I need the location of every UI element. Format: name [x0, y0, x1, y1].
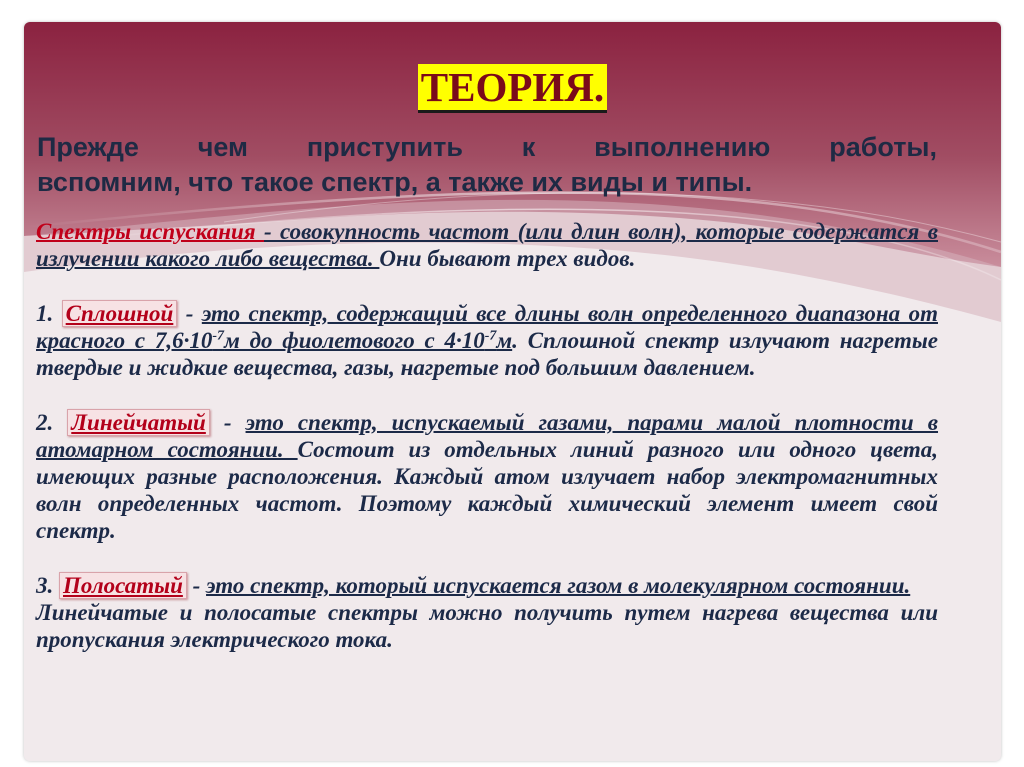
continuous-rest: . Сплошной спектр излучают нагретые твердые и жидкие вещества, газы, нагретые под большим давлением.: [36, 328, 938, 380]
item-number: 3.: [36, 573, 59, 598]
line-spectrum-term: Линейчатый: [67, 409, 210, 436]
intro-word: работы,: [829, 132, 937, 162]
dash: -: [186, 573, 207, 598]
intro-word: чем: [197, 132, 249, 162]
band-definition: это спектр, который испускается газом в молекулярном состоянии.: [206, 573, 911, 598]
item-number: 1.: [36, 301, 62, 326]
dash: -: [209, 410, 246, 435]
intro-text: [37, 130, 937, 200]
intro-line-1: [37, 130, 937, 165]
band-paragraph: [36, 572, 938, 653]
intro-word: к: [521, 132, 536, 162]
line-spectrum-rest: Состоит из отдельных линий разного или одного цвета, имеющих разные расположения. Каждый атом излучает набор электромагнитных волн определенных частот. Поэтому каждый химический элемент имеет свой спектр.: [36, 437, 938, 543]
intro-word: Прежде: [37, 132, 139, 162]
intro-line-2: вспомним, что такое спектр, а также их виды и типы.: [37, 167, 753, 197]
continuous-paragraph: [36, 300, 938, 381]
slide-title: [24, 64, 1001, 110]
exponent: -7: [484, 328, 497, 344]
emission-definition: - совокупность частот (или длин волн), которые содержатся в излучении какого либо вещества.: [36, 219, 938, 271]
def-part: м до фиолетового с 4·10: [224, 328, 485, 353]
line-spectrum-definition: это спектр, испускаемый газами, парами малой плотности в атомарном состоянии.: [36, 410, 939, 462]
def-part: это спектр, содержащий все длины волн определенного диапазона от красного с 7,6·10: [36, 301, 938, 353]
continuous-term: Сплошной: [62, 300, 178, 327]
dash: -: [177, 301, 202, 326]
emission-rest: Они бывают трех видов.: [379, 246, 636, 271]
emission-term: Спектры испускания: [36, 219, 264, 244]
intro-word: приступить: [306, 132, 463, 162]
item-number: 2.: [36, 410, 68, 435]
slide: [24, 22, 1001, 761]
band-term: Полосатый: [59, 572, 187, 599]
exponent: -7: [212, 328, 225, 344]
theory-body: [36, 218, 938, 653]
closing-text: Линейчатые и полосатые спектры можно получить путем нагрева вещества или пропускания электрического тока.: [36, 600, 938, 652]
line-spectrum-paragraph: [36, 409, 938, 544]
intro-word: выполнению: [594, 132, 771, 162]
emission-paragraph: [36, 218, 938, 272]
def-part: м: [496, 328, 513, 353]
title-text: ТЕОРИЯ.: [418, 64, 607, 113]
